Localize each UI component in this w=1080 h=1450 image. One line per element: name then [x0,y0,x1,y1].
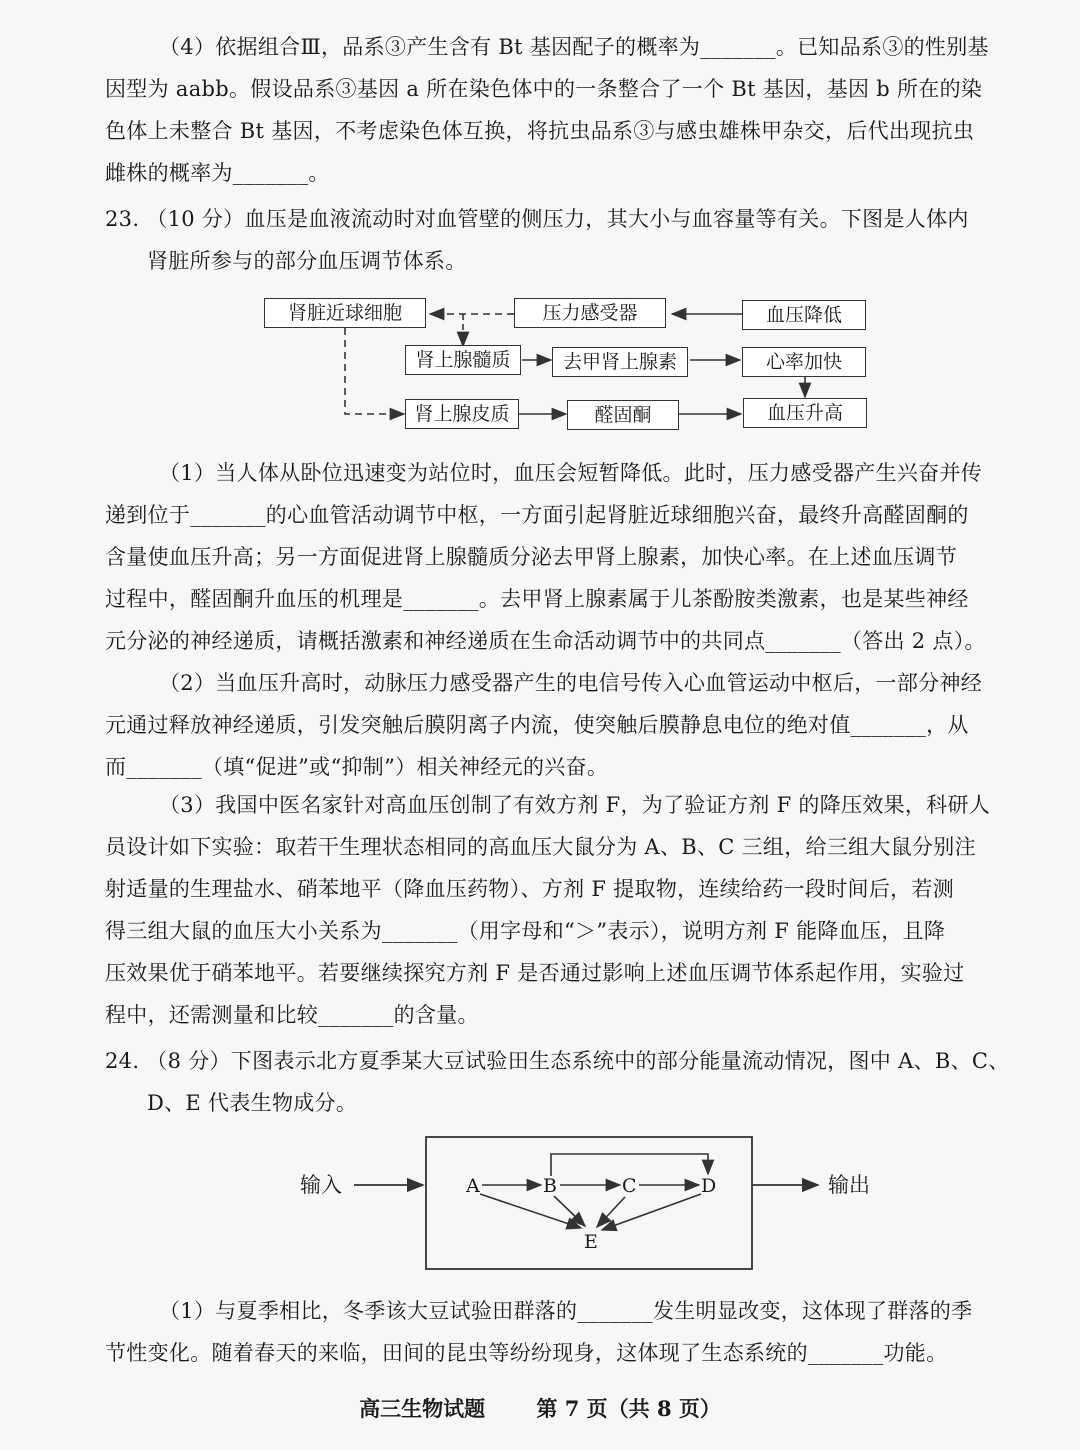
node-a: A [466,1175,480,1197]
q23-part1-line5: 元分泌的神经递质，请概括激素和神经递质在生命活动调节中的共同点_______（答出 2 点）。 [105,629,986,653]
node-e: E [584,1231,598,1253]
node-b: B [543,1175,557,1197]
arrow-d-e [602,1194,701,1230]
q23-header [105,198,1035,282]
energy-flow-diagram [0,1130,1080,1275]
q23-part2 [105,662,1035,704]
node-c: C [622,1175,637,1197]
q23-part3-line4: 得三组大鼠的血压大小关系为_______（用字母和“＞”表示），说明方剂 F 能降血压，且降 [105,919,946,943]
node-input-label: 输入 [300,1173,342,1197]
footer-subject: 高三生物试题 [359,1396,486,1421]
q23-part3-line3: 射适量的生理盐水、硝苯地平（降血压药物）、方剂 F 提取物，连续给药一段时间后，若测 [105,877,955,901]
q23-part1 [105,452,1035,494]
q23-header-line1: 23. （10 分）血压是血液流动时对血管壁的侧压力，其大小与血容量等有关。下图是人体内 [105,207,969,231]
q23-part2-line3: 而_______（填“促进”或“抑制”）相关神经元的兴奋。 [105,755,609,779]
q24-part1-cont [105,1332,1035,1374]
arrow-a-e [480,1194,581,1228]
page-footer [0,1393,1080,1425]
q22-part4-cont [105,68,1035,194]
q23-part1-cont [105,494,1035,662]
q23-part1-line3: 含量使血压升高；另一方面促进肾上腺髓质分泌去甲肾上腺素，加快心率。在上述血压调节 [105,545,957,569]
q24-part1 [105,1290,1035,1332]
q23-part2-line2: 元通过释放神经递质，引发突触后膜阴离子内流，使突触后膜静息电位的绝对值_______，从 [105,713,969,737]
box-kidney-cells: 肾脏近球细胞 [264,298,426,328]
q22-part4 [105,26,1035,68]
q23-part3-cont [105,826,1035,1036]
arrow-kidney-cortex [345,328,404,414]
box-adrenal-cortex: 肾上腺皮质 [405,399,519,429]
q23-part3-line2: 员设计如下实验：取若干生理状态相同的高血压大鼠分为 A、B、C 三组，给三组大鼠分别注 [105,835,976,859]
footer-page-number: 第 7 页（共 8 页） [536,1396,721,1421]
q23-header-line2: 肾脏所参与的部分血压调节体系。 [147,249,467,273]
q24-header [105,1040,1035,1124]
box-adrenal-medulla: 肾上腺髓质 [405,345,521,375]
q23-part1-line1: （1）当人体从卧位迅速变为站位时，血压会短暂降低。此时，压力感受器产生兴奋并传 [159,461,983,485]
node-output-label: 输出 [828,1173,870,1197]
q23-part1-line2: 递到位于_______的心血管活动调节中枢，一方面引起肾脏近球细胞兴奋，最终升高醛固酮的 [105,503,969,527]
box-pressure-receptor: 压力感受器 [514,298,666,328]
q23-part2-cont [105,704,1035,788]
q24-header-line1: 24. （8 分）下图表示北方夏季某大豆试验田生态系统中的部分能量流动情况，图中 A、B、C、 [105,1049,1010,1073]
energy-flow-svg [0,1130,1080,1275]
bp-regulation-diagram [0,290,1080,440]
box-bp-rise: 血压升高 [743,398,867,428]
q24-part1-line2: 节性变化。随着春天的来临，田间的昆虫等纷纷现身，这体现了生态系统的_______功能。 [105,1341,948,1365]
arrow-b-e [554,1196,585,1226]
q24-header-line2: D、E 代表生物成分。 [147,1091,358,1115]
q24-part1-line1: （1）与夏季相比，冬季该大豆试验田群落的_______发生明显改变，这体现了群落的季 [159,1299,973,1323]
q22-part4-line3: 色体上未整合 Bt 基因，不考虑染色体互换，将抗虫品系③与感虫雄株甲杂交，后代出现抗虫 [105,119,975,143]
q23-part2-line1: （2）当血压升高时，动脉压力感受器产生的电信号传入心血管运动中枢后，一部分神经 [159,671,983,695]
q22-part4-line4: 雌株的概率为_______。 [105,161,330,185]
node-d: D [701,1175,717,1197]
box-norepinephrine: 去甲肾上腺素 [552,347,688,377]
q23-part3 [105,784,1035,826]
q23-part3-line5: 压效果优于硝苯地平。若要继续探究方剂 F 是否通过影响上述血压调节体系起作用，实验过 [105,961,965,985]
q23-part1-line4: 过程中，醛固酮升血压的机理是_______。去甲肾上腺素属于儿茶酚胺类激素，也是某些神经 [105,587,969,611]
box-aldosterone: 醛固酮 [567,400,679,430]
q22-part4-line2: 因型为 aabb。假设品系③基因 a 所在染色体中的一条整合了一个 Bt 基因，基因 b 所在的染 [105,77,983,101]
q22-part4-line1: （4）依据组合Ⅲ，品系③产生含有 Bt 基因配子的概率为_______。已知品系③的性别基 [159,35,989,59]
box-bp-drop: 血压降低 [742,300,866,330]
q23-part3-line6: 程中，还需测量和比较_______的含量。 [105,1003,479,1027]
arrow-b-d [551,1154,708,1176]
q23-part3-line1: （3）我国中医名家针对高血压创制了有效方剂 F，为了验证方剂 F 的降压效果，科研人 [159,793,991,817]
box-heart-rate-up: 心率加快 [742,347,866,377]
